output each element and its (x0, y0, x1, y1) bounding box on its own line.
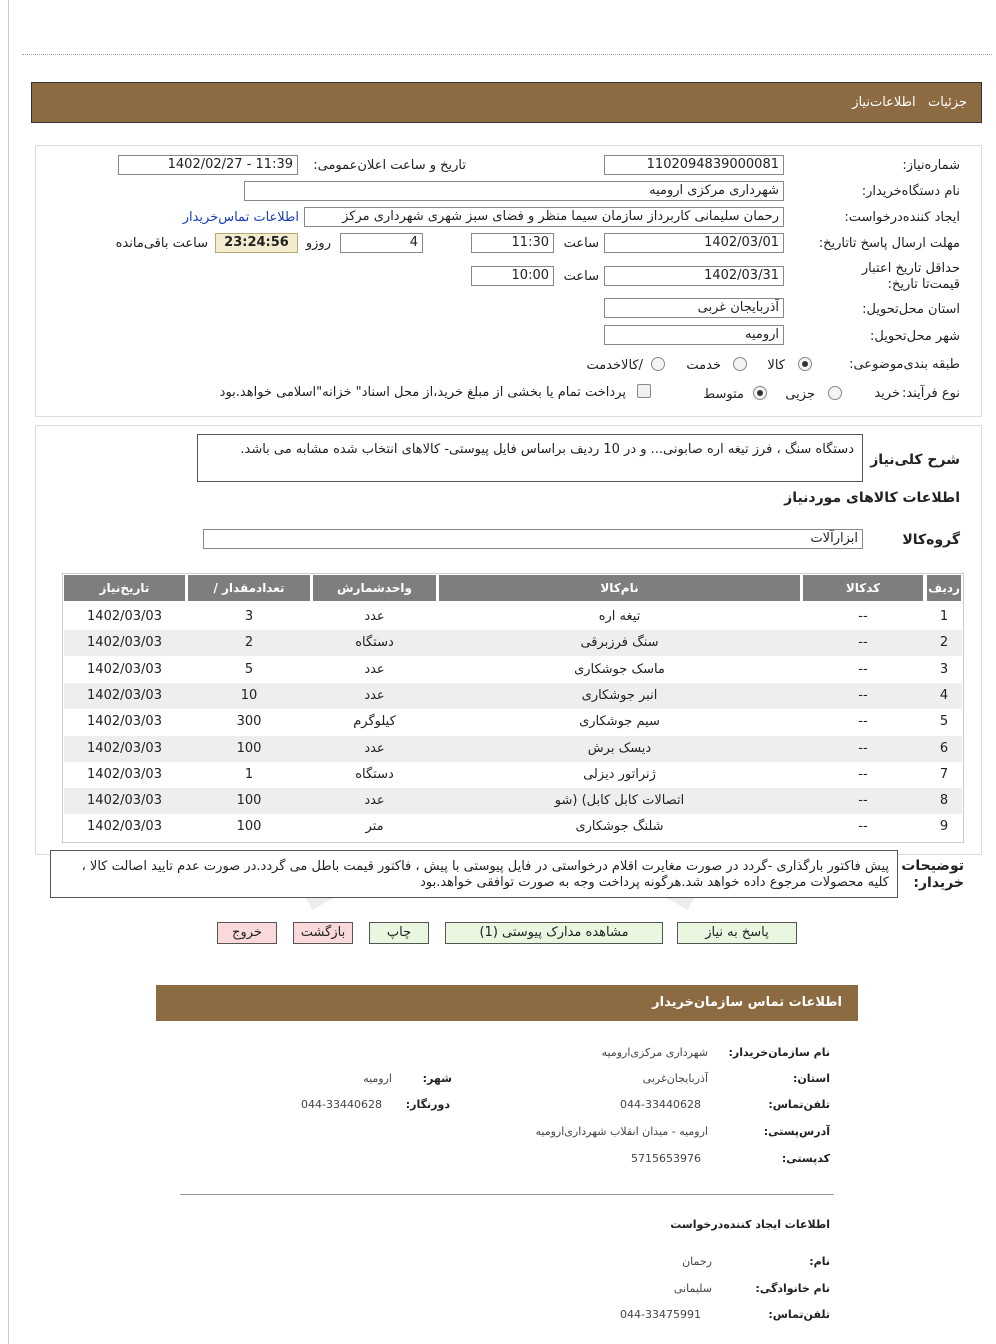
item-code-cell: -- (858, 661, 868, 677)
item-code-cell: -- (858, 687, 868, 703)
city-label: شهر محل‌تحویل: (870, 329, 960, 344)
process-minor-label: جزیی (785, 387, 815, 402)
unit-cell: عدد (364, 687, 385, 703)
deadline-date-field: 1402/03/01 (604, 233, 784, 253)
row-number-cell: 9 (939, 819, 949, 835)
quantity-cell: 300 (236, 714, 262, 730)
exit-button[interactable]: خروج (217, 922, 277, 944)
contact-phone-value: 044-33440628 (620, 1098, 701, 1111)
validity-date-field: 1402/03/31 (604, 266, 784, 286)
need-date-cell: 1402/03/03 (87, 819, 162, 835)
contact-divider (180, 1194, 834, 1195)
need-date-cell: 1402/03/03 (87, 661, 162, 677)
creator-family-value: سلیمانی (673, 1282, 712, 1295)
category-label: طبقه بندی‌موضوعی: (849, 357, 960, 372)
quantity-cell: 100 (236, 819, 262, 835)
unit-cell: کیلوگرم (353, 714, 396, 730)
col-header-item-name: نام‌کالا (439, 575, 800, 601)
contact-postal-label: کدپستی: (781, 1152, 830, 1165)
contact-province-value: آذربایجان‌غربی (642, 1072, 708, 1085)
city-field: ارومیه (604, 325, 784, 345)
treasury-payment-note: پرداخت تمام یا بخشی از مبلغ خرید،از محل اسناد" خزانه"اسلامی خواهد.بود (219, 385, 626, 400)
contact-address-label: آدرس‌پستی: (763, 1125, 830, 1138)
contact-city-label: شهر: (422, 1072, 452, 1085)
row-number-cell: 6 (939, 740, 949, 756)
creator-name-value: رحمان (682, 1255, 712, 1268)
category-goods-service-radio[interactable] (651, 357, 665, 371)
unit-cell: عدد (364, 740, 385, 756)
unit-cell: عدد (364, 609, 385, 624)
unit-cell: دستگاه (355, 635, 394, 651)
item-code-cell: -- (858, 740, 868, 756)
category-service-radio[interactable] (733, 357, 747, 371)
goods-group-label: گروه‌کالا (902, 532, 960, 548)
row-number-cell: 5 (939, 714, 949, 730)
province-label: استان محل‌تحویل: (862, 302, 960, 317)
quantity-cell: 100 (236, 793, 262, 809)
contact-address-value: ارومیه - میدان انقلاب شهرداری‌ارومیه (535, 1125, 708, 1138)
quantity-cell: 5 (244, 661, 254, 677)
need-number-label: شماره‌نیاز: (902, 158, 960, 173)
contact-org-value: شهرداری مرکزی‌ارومیه (601, 1046, 708, 1059)
item-code-cell: -- (858, 793, 868, 809)
process-minor-radio[interactable] (828, 386, 842, 400)
contact-title: اطلاعات تماس سازمان‌خریدار (652, 995, 842, 1010)
item-code-cell: -- (858, 819, 868, 835)
creator-phone-label: تلفن‌تماس: (768, 1308, 830, 1321)
creator-phone-value: 044-33475991 (620, 1308, 701, 1321)
item-code-cell: -- (858, 609, 868, 624)
days-label: روزو (305, 236, 331, 251)
page-left-border (8, 0, 9, 1344)
item-name-cell: اتصالات کابل کابل) (شو (554, 793, 685, 809)
announce-datetime-field: 1402/02/27 - 11:39 (118, 155, 298, 175)
buyer-notes-label: توضیحات خریدار: (901, 858, 964, 891)
summary-text: دستگاه سنگ ، فرز تیغه اره صابونی... و در 10 ردیف براساس فایل پیوستی- کالاهای انتخاب شده مشابه می باشد. (197, 434, 863, 482)
contact-city-value: ارومیه (363, 1072, 392, 1085)
creator-family-label: نام خانوادگی: (755, 1282, 830, 1295)
validity-label: حداقل تاریخ اعتبار قیمت‌تا تاریخ: (861, 261, 960, 292)
item-name-cell: سیم جوشکاری (579, 714, 660, 730)
creator-info-title: اطلاعات ایجاد کننده‌درخواست (670, 1218, 830, 1231)
contact-postal-value: 5715653976 (631, 1152, 701, 1165)
quantity-cell: 3 (244, 609, 254, 624)
need-date-cell: 1402/03/03 (87, 714, 162, 730)
remaining-label: ساعت باقی‌مانده (115, 236, 208, 251)
item-name-cell: دیسک برش (587, 740, 652, 756)
unit-cell: عدد (364, 661, 385, 677)
process-buy-label: خرید (874, 386, 900, 401)
creator-field: رحمان سلیمانی کاربرداز سازمان سیما منظر و فضای سبز شهری شهرداری مرکز (304, 207, 784, 227)
need-number-field: 1102094839000081 (604, 155, 784, 175)
item-name-cell: سنگ فرزبرقی (580, 635, 659, 651)
print-button[interactable]: چاپ (369, 922, 429, 944)
contact-header-bar (156, 985, 858, 1021)
buyer-contact-link[interactable]: اطلاعات تماس‌خریدار (182, 210, 299, 225)
item-name-cell: شلنگ جوشکاری (575, 819, 664, 835)
row-number-cell: 8 (939, 793, 949, 809)
treasury-payment-checkbox[interactable] (637, 384, 651, 398)
contact-fax-label: دورنگار: (405, 1098, 450, 1111)
need-date-cell: 1402/03/03 (87, 766, 162, 782)
row-number-cell: 2 (939, 635, 949, 651)
validity-time-field: 10:00 (471, 266, 554, 286)
buyer-org-field: شهرداری مرکزی ارومیه (244, 181, 784, 201)
quantity-cell: 100 (236, 740, 262, 756)
item-code-cell: -- (858, 635, 868, 651)
category-goods-radio[interactable] (798, 357, 812, 371)
province-field: آذربایجان غربی (604, 298, 784, 318)
col-header-need-date: تاریخ‌نیاز (64, 575, 185, 601)
need-date-cell: 1402/03/03 (87, 793, 162, 809)
contact-fax-value: 044-33440628 (301, 1098, 382, 1111)
announce-datetime-label: تاریخ و ساعت اعلان‌عمومی: (313, 158, 466, 173)
buyer-org-label: نام دستگاه‌خریدار: (861, 184, 960, 199)
unit-cell: عدد (364, 793, 385, 809)
category-goods-service-label: /کالاخدمت (586, 358, 643, 373)
goods-info-title: اطلاعات کالاهای موردنیاز (784, 490, 960, 506)
row-number-cell: 4 (939, 687, 949, 703)
breadcrumb-details[interactable]: جزئیات (928, 95, 967, 110)
quantity-cell: 2 (244, 635, 254, 651)
need-date-cell: 1402/03/03 (87, 635, 162, 651)
back-button[interactable]: بازگشت (293, 922, 353, 944)
creator-label: ایجاد کننده‌درخواست: (844, 210, 960, 225)
unit-cell: دستگاه (355, 766, 394, 782)
col-header-quantity: / تعدادمقدار (188, 575, 310, 601)
need-date-cell: 1402/03/03 (87, 740, 162, 756)
buyer-notes-text: پیش فاکتور بارگذاری -گردد در صورت مغایرت اقلام درخواستی در فایل پیوستی با پیش ، فاکتور قیمت باطل می گردد.در صورت عدم تایید اصالت کالا ، کلیه محصولات مرجوع داده خواهد شد.هرگونه پرداخت وجه به صورت توافقی خواهد.بود (50, 850, 898, 898)
category-goods-label: کالا (767, 358, 785, 373)
process-medium-radio[interactable] (753, 386, 767, 400)
remaining-timer: 23:24:56 (215, 233, 298, 253)
col-header-unit: واحدشمارش (313, 575, 436, 601)
summary-label: شرح کلی‌نیاز (870, 452, 960, 468)
details-header-bar (31, 82, 982, 123)
category-service-label: خدمت (686, 358, 721, 373)
quantity-cell: 10 (240, 687, 258, 703)
item-name-cell: ماسک جوشکاری (574, 661, 665, 677)
days-field: 4 (340, 233, 423, 253)
row-number-cell: 1 (939, 609, 949, 624)
need-date-cell: 1402/03/03 (87, 687, 162, 703)
row-number-cell: 7 (939, 766, 949, 782)
unit-cell: متر (365, 819, 384, 835)
deadline-hour-label: ساعت (563, 236, 599, 251)
row-number-cell: 3 (939, 661, 949, 677)
item-code-cell: -- (858, 714, 868, 730)
reply-button[interactable]: پاسخ به نیاز (677, 922, 797, 944)
item-name-cell: ژنراتور دیزلی (583, 766, 656, 782)
col-header-item-code: کدکالا (803, 575, 923, 601)
contact-phone-label: تلفن‌تماس: (768, 1098, 830, 1111)
need-date-cell: 1402/03/03 (87, 609, 162, 624)
contact-province-label: استان: (793, 1072, 830, 1085)
quantity-cell: 1 (244, 766, 254, 782)
deadline-time-field: 11:30 (471, 233, 554, 253)
process-label: نوع فرآیند: (902, 386, 960, 401)
validity-hour-label: ساعت (563, 269, 599, 284)
goods-group-field: ابزارآلات (203, 529, 863, 549)
item-name-cell: تیغه اره (598, 609, 641, 624)
view-attachments-button[interactable]: مشاهده مدارک پیوستی (1) (445, 922, 663, 944)
col-header-row-number: ردیف (927, 575, 961, 601)
creator-name-label: نام: (809, 1255, 830, 1268)
item-name-cell: انبر جوشکاری (581, 687, 658, 703)
deadline-label: مهلت ارسال پاسخ تا‌تاریخ: (818, 236, 960, 251)
contact-org-label: نام سازمان‌خریدار: (728, 1046, 830, 1059)
breadcrumb-need-info[interactable]: اطلاعات‌نیاز (852, 95, 916, 110)
item-code-cell: -- (858, 766, 868, 782)
top-divider (22, 54, 992, 55)
process-medium-label: متوسط (703, 387, 744, 402)
